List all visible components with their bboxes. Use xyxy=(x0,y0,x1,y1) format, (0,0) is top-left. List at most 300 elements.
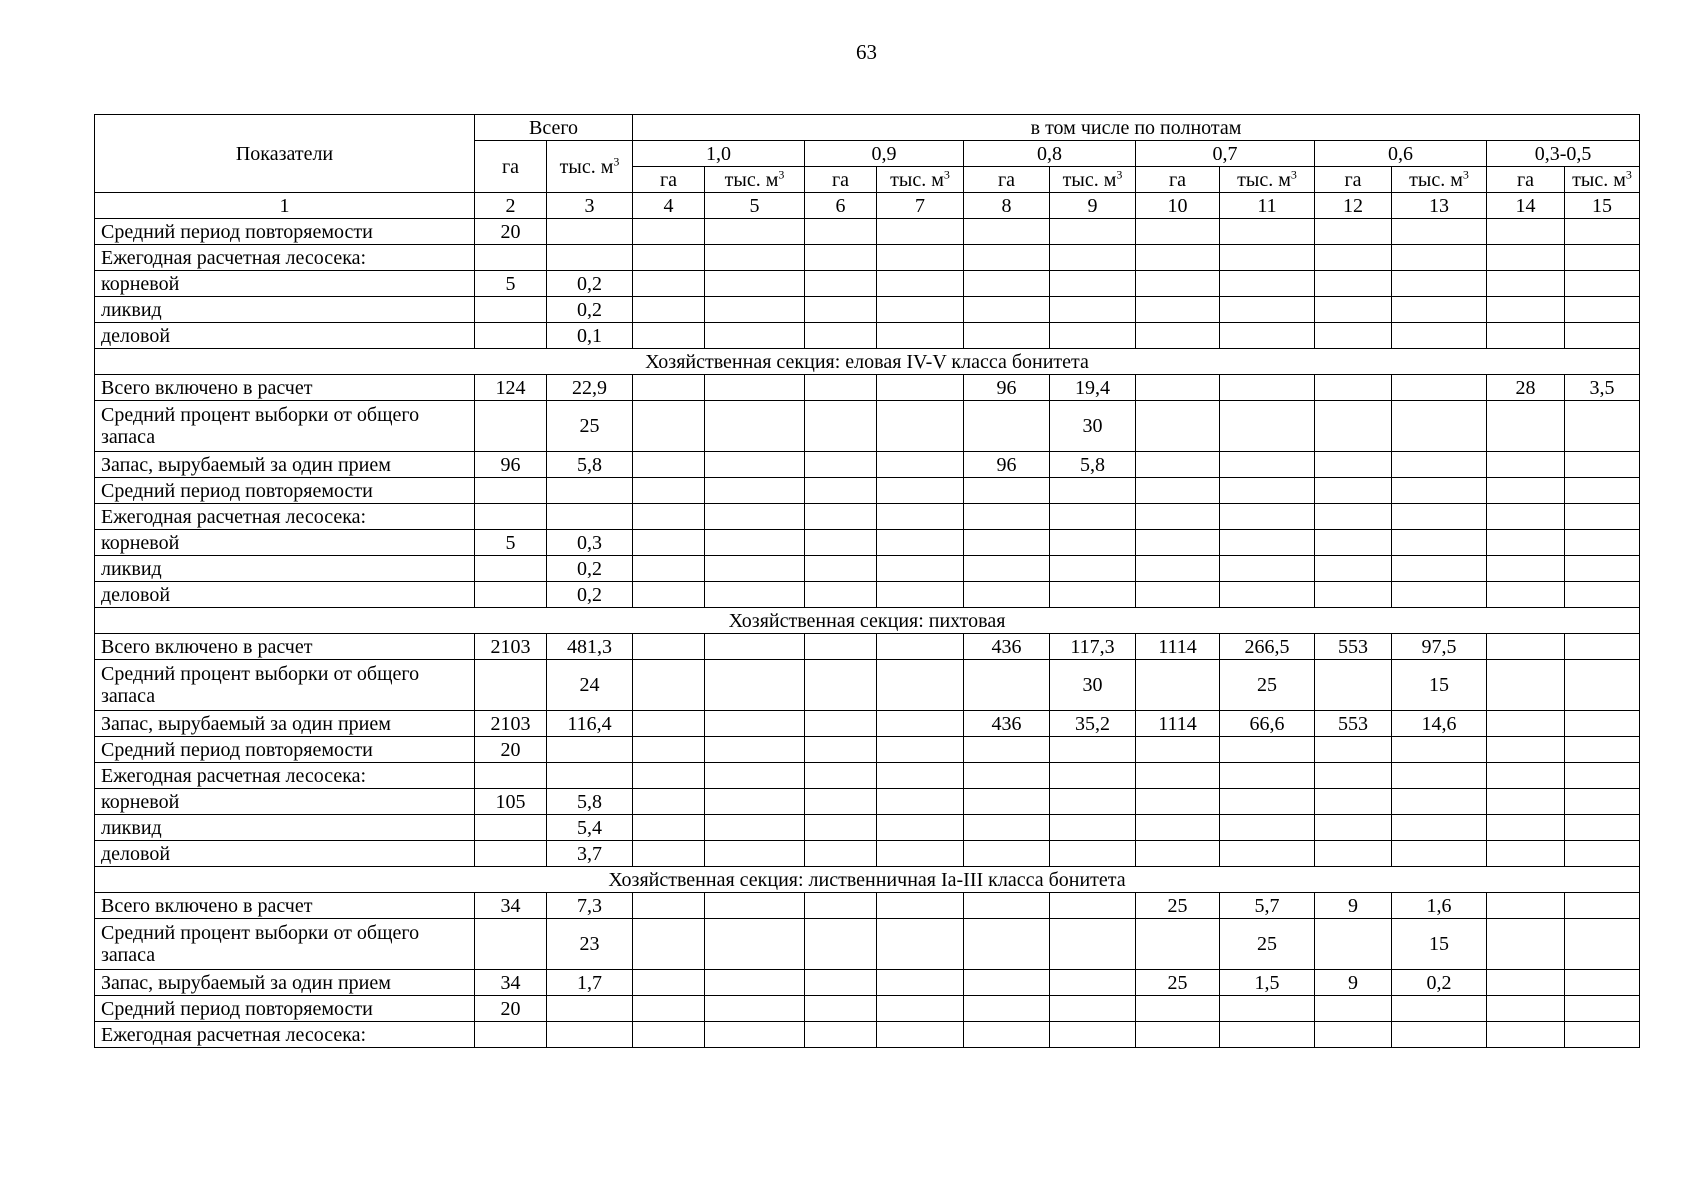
column-number: 6 xyxy=(805,193,877,219)
table-cell xyxy=(964,478,1050,504)
unit-superscript: 3 xyxy=(613,153,620,168)
table-cell xyxy=(633,763,705,789)
table-cell xyxy=(1315,530,1392,556)
table-cell xyxy=(705,401,805,452)
table-cell xyxy=(964,996,1050,1022)
table-row xyxy=(95,789,1640,815)
table-cell xyxy=(1487,504,1565,530)
table-cell xyxy=(1392,297,1487,323)
table-cell xyxy=(1050,841,1136,867)
forest-harvest-table xyxy=(94,114,1640,1048)
table-cell xyxy=(1315,245,1392,271)
table-cell: 22,9 xyxy=(547,375,633,401)
table-cell xyxy=(877,323,964,349)
table-cell xyxy=(705,530,805,556)
table-cell xyxy=(877,271,964,297)
row-label: Средний период повторяемости xyxy=(95,478,475,504)
row-label: Средний период повторяемости xyxy=(95,996,475,1022)
table-row xyxy=(95,737,1640,763)
table-cell xyxy=(1565,530,1640,556)
table-cell: 35,2 xyxy=(1050,711,1136,737)
table-cell xyxy=(547,478,633,504)
row-label: Ежегодная расчетная лесосека: xyxy=(95,245,475,271)
table-cell xyxy=(805,245,877,271)
table-cell xyxy=(705,634,805,660)
table-row xyxy=(95,1022,1640,1048)
unit-superscript: 3 xyxy=(1625,166,1632,181)
table-cell xyxy=(1315,919,1392,970)
table-cell xyxy=(1487,996,1565,1022)
table-cell xyxy=(1050,815,1136,841)
table-cell xyxy=(1565,271,1640,297)
table-cell xyxy=(1565,893,1640,919)
table-cell xyxy=(1315,841,1392,867)
table-cell xyxy=(964,841,1050,867)
table-cell xyxy=(1050,297,1136,323)
table-cell xyxy=(1487,789,1565,815)
table-row xyxy=(95,815,1640,841)
unit-label: тыс. м xyxy=(1572,168,1626,191)
table-cell xyxy=(1565,556,1640,582)
table-cell xyxy=(877,1022,964,1048)
table-row xyxy=(95,634,1640,660)
table-cell xyxy=(805,530,877,556)
table-cell xyxy=(1220,245,1315,271)
table-cell xyxy=(1315,1022,1392,1048)
table-cell xyxy=(633,582,705,608)
table-cell xyxy=(1136,271,1220,297)
table-row xyxy=(95,504,1640,530)
table-cell xyxy=(1565,763,1640,789)
table-cell xyxy=(633,375,705,401)
table-cell: 0,2 xyxy=(547,556,633,582)
unit-label: тыс. м xyxy=(724,168,779,191)
row-label: Всего включено в расчет xyxy=(95,893,475,919)
unit-superscript: 3 xyxy=(778,166,785,181)
table-cell xyxy=(633,789,705,815)
table-row xyxy=(95,297,1640,323)
table-row xyxy=(95,893,1640,919)
table-cell xyxy=(964,737,1050,763)
table-cell xyxy=(1315,323,1392,349)
table-cell xyxy=(1565,919,1640,970)
table-cell xyxy=(633,401,705,452)
table-cell: 97,5 xyxy=(1392,634,1487,660)
table-cell xyxy=(877,452,964,478)
header-unit-thous xyxy=(1220,167,1315,193)
table-cell xyxy=(1565,219,1640,245)
table-cell xyxy=(547,245,633,271)
table-cell xyxy=(805,789,877,815)
table-cell xyxy=(1315,401,1392,452)
table-cell xyxy=(1487,711,1565,737)
table-cell xyxy=(705,893,805,919)
header-density: 0,6 xyxy=(1315,141,1487,167)
table-cell: 15 xyxy=(1392,660,1487,711)
table-cell xyxy=(964,789,1050,815)
table-cell xyxy=(1220,737,1315,763)
table-cell: 2103 xyxy=(475,711,547,737)
unit-label: тыс. м xyxy=(1062,168,1117,191)
table-cell xyxy=(1220,582,1315,608)
table-cell xyxy=(633,478,705,504)
row-label: корневой xyxy=(95,530,475,556)
table-cell xyxy=(1315,815,1392,841)
table-cell: 124 xyxy=(475,375,547,401)
table-cell xyxy=(1565,737,1640,763)
table-cell xyxy=(964,1022,1050,1048)
table-row xyxy=(95,323,1640,349)
table-cell: 553 xyxy=(1315,634,1392,660)
table-cell xyxy=(1565,452,1640,478)
table-cell xyxy=(1315,996,1392,1022)
table-cell: 30 xyxy=(1050,401,1136,452)
table-cell xyxy=(1565,970,1640,996)
table-cell xyxy=(1050,245,1136,271)
table-cell xyxy=(633,893,705,919)
table-cell xyxy=(1392,789,1487,815)
row-label: корневой xyxy=(95,789,475,815)
table-cell: 0,2 xyxy=(547,582,633,608)
column-number: 15 xyxy=(1565,193,1640,219)
column-number: 11 xyxy=(1220,193,1315,219)
table-cell xyxy=(964,970,1050,996)
table-cell: 1114 xyxy=(1136,634,1220,660)
table-cell xyxy=(1487,556,1565,582)
table-cell xyxy=(1220,297,1315,323)
table-row xyxy=(95,401,1640,452)
table-cell xyxy=(1392,815,1487,841)
unit-label: тыс. м xyxy=(1409,168,1463,191)
table-cell xyxy=(805,660,877,711)
table-cell xyxy=(1565,1022,1640,1048)
table-cell xyxy=(1565,245,1640,271)
table-cell: 96 xyxy=(964,375,1050,401)
table-cell: 66,6 xyxy=(1220,711,1315,737)
table-cell xyxy=(705,789,805,815)
table-cell xyxy=(1487,763,1565,789)
row-label: Запас, вырубаемый за один прием xyxy=(95,970,475,996)
header-density: 0,3-0,5 xyxy=(1487,141,1640,167)
table-cell xyxy=(1220,271,1315,297)
table-cell xyxy=(1050,996,1136,1022)
table-cell xyxy=(1136,556,1220,582)
table-cell xyxy=(1565,815,1640,841)
header-row-1 xyxy=(95,115,1640,141)
table-cell xyxy=(633,841,705,867)
table-cell xyxy=(633,660,705,711)
table-cell xyxy=(1220,763,1315,789)
table-cell xyxy=(1565,323,1640,349)
table-cell xyxy=(877,504,964,530)
table-cell xyxy=(1136,1022,1220,1048)
row-label: Ежегодная расчетная лесосека: xyxy=(95,763,475,789)
table-cell xyxy=(1392,737,1487,763)
table-cell: 116,4 xyxy=(547,711,633,737)
column-number: 3 xyxy=(547,193,633,219)
table-cell xyxy=(805,634,877,660)
table-cell xyxy=(1136,841,1220,867)
table-cell xyxy=(1487,660,1565,711)
table-cell xyxy=(633,219,705,245)
table-cell xyxy=(1050,1022,1136,1048)
table-cell xyxy=(964,297,1050,323)
table-cell xyxy=(633,996,705,1022)
table-cell xyxy=(705,297,805,323)
table-cell xyxy=(1565,789,1640,815)
table-cell xyxy=(805,556,877,582)
table-cell xyxy=(1220,815,1315,841)
table-cell: 1,6 xyxy=(1392,893,1487,919)
table-cell xyxy=(1487,219,1565,245)
row-label: деловой xyxy=(95,582,475,608)
table-cell xyxy=(1220,556,1315,582)
table-cell xyxy=(805,893,877,919)
table-cell xyxy=(1050,970,1136,996)
table-cell xyxy=(877,711,964,737)
table-cell: 25 xyxy=(1220,919,1315,970)
table-cell xyxy=(475,763,547,789)
column-number: 2 xyxy=(475,193,547,219)
table-cell xyxy=(805,401,877,452)
table-cell xyxy=(705,582,805,608)
header-density: 0,7 xyxy=(1136,141,1315,167)
table-cell xyxy=(547,737,633,763)
table-cell xyxy=(475,841,547,867)
table-cell xyxy=(475,478,547,504)
table-cell xyxy=(1392,582,1487,608)
table-cell xyxy=(475,660,547,711)
table-cell xyxy=(964,530,1050,556)
table-cell xyxy=(1392,323,1487,349)
table-cell xyxy=(1136,737,1220,763)
table-cell xyxy=(475,556,547,582)
row-label: Средний процент выборки от общего запаса xyxy=(95,919,475,970)
table-cell xyxy=(1315,219,1392,245)
table-cell xyxy=(1315,789,1392,815)
row-label: Ежегодная расчетная лесосека: xyxy=(95,1022,475,1048)
table-cell xyxy=(1565,711,1640,737)
row-label: ликвид xyxy=(95,815,475,841)
table-cell xyxy=(705,660,805,711)
table-cell xyxy=(1565,504,1640,530)
table-row xyxy=(95,245,1640,271)
table-cell xyxy=(1136,763,1220,789)
table-cell xyxy=(964,660,1050,711)
header-unit-thous xyxy=(877,167,964,193)
table-cell xyxy=(475,401,547,452)
table-cell: 117,3 xyxy=(1050,634,1136,660)
column-number: 5 xyxy=(705,193,805,219)
table-cell xyxy=(1136,996,1220,1022)
table-cell xyxy=(475,1022,547,1048)
table-cell xyxy=(705,452,805,478)
column-number: 4 xyxy=(633,193,705,219)
table-cell xyxy=(1565,478,1640,504)
table-cell: 9 xyxy=(1315,893,1392,919)
table-cell xyxy=(1136,530,1220,556)
table-cell: 3,5 xyxy=(1565,375,1640,401)
table-cell xyxy=(805,219,877,245)
table-cell: 23 xyxy=(547,919,633,970)
table-row xyxy=(95,919,1640,970)
table-cell xyxy=(633,452,705,478)
table-cell: 20 xyxy=(475,996,547,1022)
table-cell xyxy=(1315,478,1392,504)
table-cell xyxy=(1392,219,1487,245)
table-cell xyxy=(805,504,877,530)
table-row xyxy=(95,271,1640,297)
table-cell xyxy=(1136,401,1220,452)
unit-label: тыс. м xyxy=(890,168,944,191)
table-cell: 96 xyxy=(964,452,1050,478)
table-cell xyxy=(877,919,964,970)
table-cell xyxy=(1050,219,1136,245)
table-cell xyxy=(1136,504,1220,530)
table-cell xyxy=(877,996,964,1022)
table-cell: 20 xyxy=(475,737,547,763)
table-cell xyxy=(877,841,964,867)
table-cell xyxy=(705,711,805,737)
table-cell xyxy=(1136,789,1220,815)
header-unit-thous xyxy=(1392,167,1487,193)
unit-superscript: 3 xyxy=(1290,166,1297,181)
section-title: Хозяйственная секция: еловая IV-V класса бонитета xyxy=(95,349,1640,375)
table-cell: 436 xyxy=(964,634,1050,660)
column-number-row xyxy=(95,193,1640,219)
table-cell xyxy=(1220,789,1315,815)
table-cell xyxy=(633,556,705,582)
table-cell xyxy=(964,504,1050,530)
table-cell xyxy=(1050,737,1136,763)
table-cell xyxy=(964,582,1050,608)
table-cell xyxy=(1487,634,1565,660)
table-cell xyxy=(1220,452,1315,478)
table-cell xyxy=(877,893,964,919)
column-number: 13 xyxy=(1392,193,1487,219)
table-cell xyxy=(964,245,1050,271)
table-cell xyxy=(805,478,877,504)
table-cell xyxy=(1315,763,1392,789)
table-cell: 5 xyxy=(475,271,547,297)
table-cell xyxy=(705,556,805,582)
header-unit-ha: га xyxy=(1487,167,1565,193)
table-cell xyxy=(633,530,705,556)
table-cell xyxy=(805,970,877,996)
table-cell xyxy=(1220,375,1315,401)
row-label: Запас, вырубаемый за один прием xyxy=(95,452,475,478)
header-unit-thous xyxy=(1050,167,1136,193)
table-cell: 5,4 xyxy=(547,815,633,841)
row-label: корневой xyxy=(95,271,475,297)
table-cell xyxy=(705,841,805,867)
table-cell xyxy=(705,478,805,504)
table-cell xyxy=(705,737,805,763)
header-total-thous xyxy=(547,141,633,193)
row-label: Ежегодная расчетная лесосека: xyxy=(95,504,475,530)
table-cell: 25 xyxy=(1136,893,1220,919)
table-cell xyxy=(1220,401,1315,452)
table-cell xyxy=(877,375,964,401)
table-cell xyxy=(475,815,547,841)
table-cell xyxy=(1136,375,1220,401)
table-cell xyxy=(1050,271,1136,297)
table-cell xyxy=(1220,996,1315,1022)
table-row xyxy=(95,970,1640,996)
table-cell: 24 xyxy=(547,660,633,711)
table-cell xyxy=(633,634,705,660)
table-cell xyxy=(805,1022,877,1048)
table-row xyxy=(95,763,1640,789)
table-cell: 0,1 xyxy=(547,323,633,349)
table-cell xyxy=(805,375,877,401)
table-cell xyxy=(1136,815,1220,841)
table-row xyxy=(95,711,1640,737)
table-cell xyxy=(877,970,964,996)
table-cell xyxy=(877,660,964,711)
table-row xyxy=(95,660,1640,711)
table-cell xyxy=(705,375,805,401)
row-label: деловой xyxy=(95,323,475,349)
table-cell xyxy=(1392,763,1487,789)
table-cell xyxy=(1136,452,1220,478)
unit-superscript: 3 xyxy=(943,166,950,181)
table-cell xyxy=(547,1022,633,1048)
header-unit-ha: га xyxy=(805,167,877,193)
table-cell xyxy=(1136,219,1220,245)
table-cell xyxy=(964,323,1050,349)
table-cell: 105 xyxy=(475,789,547,815)
header-density: 0,8 xyxy=(964,141,1136,167)
table-cell: 0,2 xyxy=(547,297,633,323)
table-cell xyxy=(964,763,1050,789)
table-cell xyxy=(1392,452,1487,478)
table-cell xyxy=(1220,219,1315,245)
table-cell xyxy=(1136,919,1220,970)
table-row xyxy=(95,556,1640,582)
table-cell xyxy=(964,919,1050,970)
section-row xyxy=(95,608,1640,634)
section-title: Хозяйственная секция: пихтовая xyxy=(95,608,1640,634)
table-cell xyxy=(805,919,877,970)
table-cell xyxy=(1487,737,1565,763)
section-title: Хозяйственная секция: лиственничная Ia-III класса бонитета xyxy=(95,867,1640,893)
table-row xyxy=(95,219,1640,245)
table-cell: 0,2 xyxy=(1392,970,1487,996)
table-cell xyxy=(964,556,1050,582)
unit-superscript: 3 xyxy=(1116,166,1123,181)
table-cell xyxy=(1392,841,1487,867)
table-cell xyxy=(705,271,805,297)
table-cell xyxy=(1136,582,1220,608)
table-cell xyxy=(877,815,964,841)
table-cell xyxy=(1487,919,1565,970)
table-cell xyxy=(877,634,964,660)
row-label: Средний процент выборки от общего запаса xyxy=(95,660,475,711)
table-cell xyxy=(1392,401,1487,452)
table-row xyxy=(95,452,1640,478)
table-cell xyxy=(475,919,547,970)
table-row xyxy=(95,478,1640,504)
table-cell xyxy=(1315,556,1392,582)
table-cell: 15 xyxy=(1392,919,1487,970)
table-cell: 28 xyxy=(1487,375,1565,401)
table-cell xyxy=(877,297,964,323)
header-unit-ha: га xyxy=(1136,167,1220,193)
table-cell xyxy=(1565,401,1640,452)
table-cell: 7,3 xyxy=(547,893,633,919)
table-cell xyxy=(1315,297,1392,323)
